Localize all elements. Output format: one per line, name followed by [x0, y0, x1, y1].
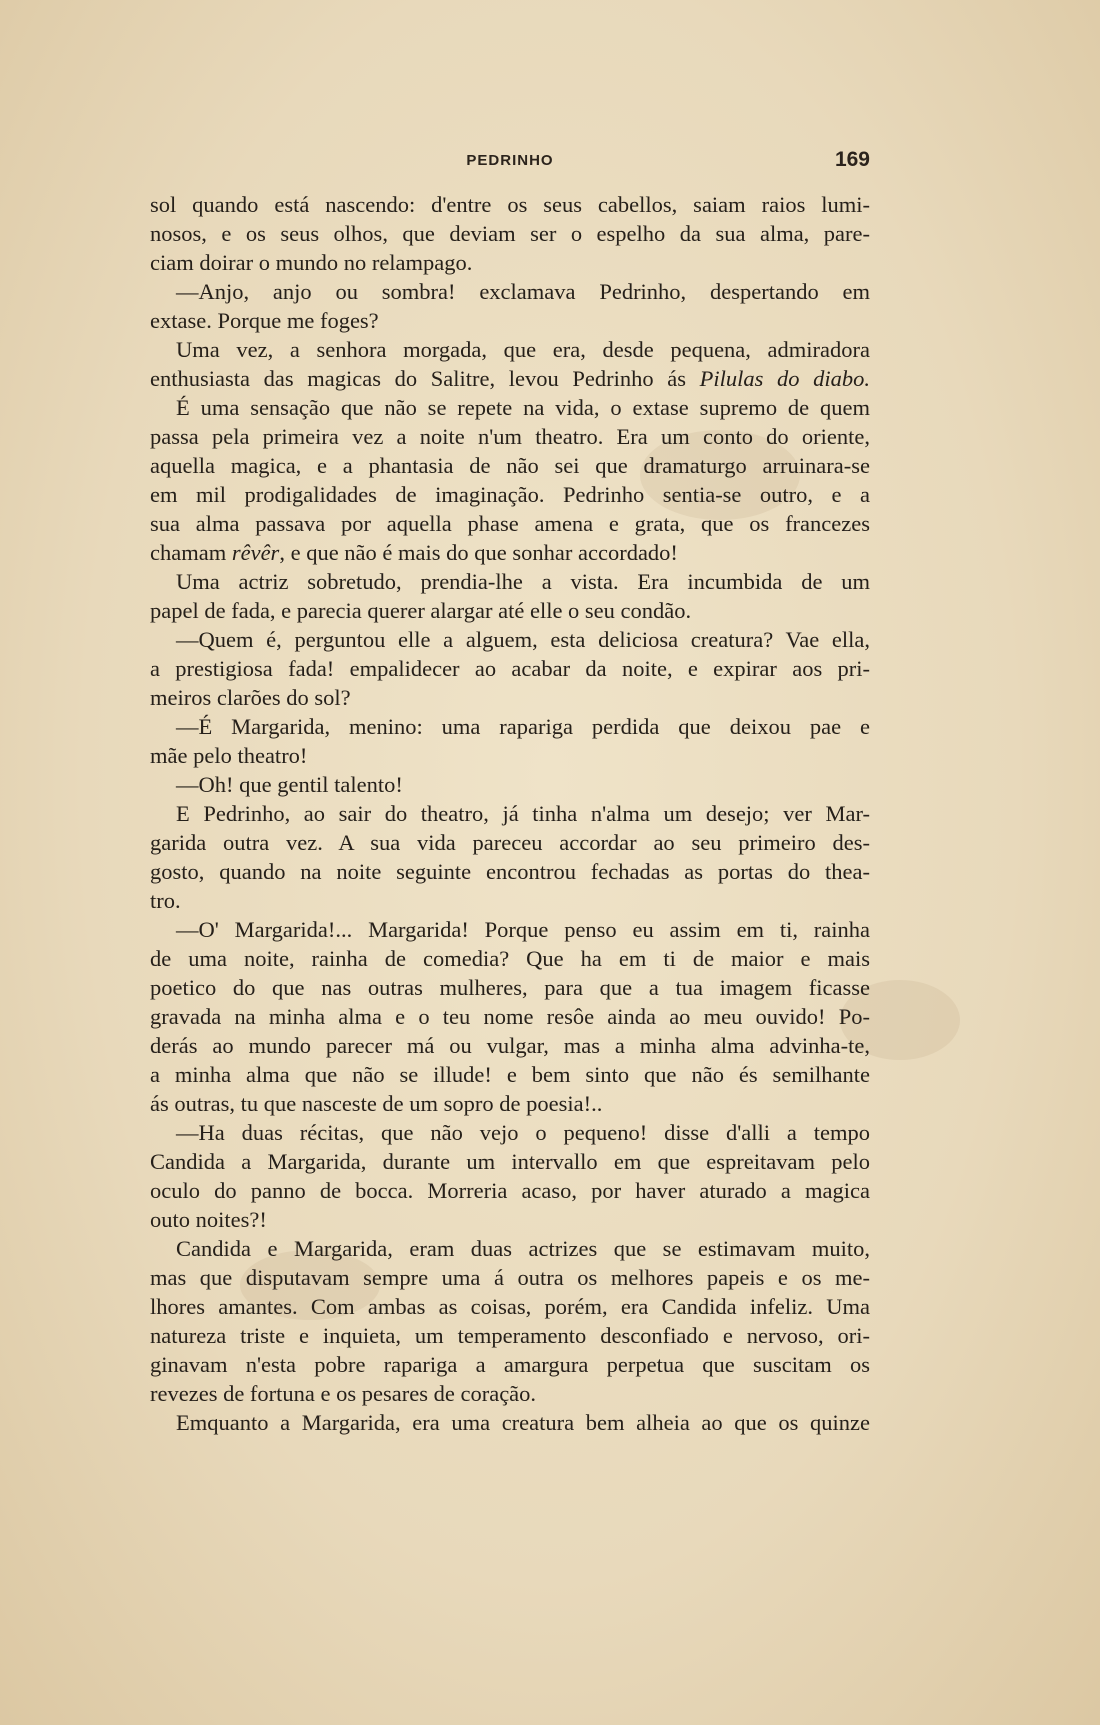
text-line: sol quando está nascendo: d'entre os seus cabellos, saiam raios lumi-: [150, 192, 870, 217]
body-text: [150, 190, 870, 1437]
text-line: [150, 538, 870, 567]
text-line: meiros clarões do sol?: [150, 685, 351, 710]
text-line: Uma vez, a senhora morgada, que era, desde pequena, admiradora: [176, 337, 870, 362]
text-line: revezes de fortuna e os pesares de coração.: [150, 1381, 537, 1406]
text-segment: chamam: [150, 540, 232, 565]
text-line: aquella magica, e a phantasia de não sei que dramaturgo arruinara-se: [150, 453, 870, 478]
italic-title: Pilulas do diabo.: [699, 366, 870, 391]
text-line: —O' Margarida!... Margarida! Porque penso eu assim em ti, rainha: [176, 917, 870, 942]
text-segment: enthusiasta das magicas do Salitre, levou Pedrinho ás: [150, 366, 700, 391]
text-line: ás outras, tu que nasceste de um sopro de poesia!..: [150, 1091, 603, 1116]
running-title: PEDRINHO: [466, 152, 554, 169]
text-line: —É Margarida, menino: uma rapariga perdida que deixou pae e: [176, 714, 870, 739]
text-line: Emquanto a Margarida, era uma creatura bem alheia ao que os quinze: [176, 1410, 870, 1435]
text-line: tro.: [150, 888, 181, 913]
text-line: oculo do panno de bocca. Morreria acaso, por haver aturado a magica: [150, 1178, 870, 1203]
text-line: outo noites?!: [150, 1207, 267, 1232]
text-line: Candida a Margarida, durante um intervallo em que espreitavam pelo: [150, 1149, 870, 1174]
text-line: a minha alma que não se illude! e bem sinto que não és semilhante: [150, 1062, 870, 1087]
text-line: extase. Porque me foges?: [150, 308, 379, 333]
text-line: gravada na minha alma e o teu nome resôe ainda ao meu ouvido! Po-: [150, 1004, 870, 1029]
text-line: —Oh! que gentil talento!: [176, 772, 403, 797]
page-number: 169: [834, 148, 870, 171]
text-line: É uma sensação que não se repete na vida, o extase supremo de quem: [176, 395, 870, 420]
text-line: ciam doirar o mundo no relampago.: [150, 250, 473, 275]
text-line: derás ao mundo parecer má ou vulgar, mas a minha alma advinha-te,: [150, 1033, 870, 1058]
text-line: papel de fada, e parecia querer alargar até elle o seu condão.: [150, 598, 692, 623]
text-line: mãe pelo theatro!: [150, 743, 308, 768]
text-line: Candida e Margarida, eram duas actrizes que se estimavam muito,: [176, 1236, 870, 1261]
text-line: natureza triste e inquieta, um temperamento desconfiado e nervoso, ori-: [150, 1323, 870, 1348]
text-line: sua alma passava por aquella phase amena e grata, que os francezes: [150, 511, 870, 536]
text-line: gosto, quando na noite seguinte encontrou fechadas as portas do thea-: [150, 859, 870, 884]
italic-word: rêvêr: [231, 540, 280, 565]
text-line: —Ha duas récitas, que não vejo o pequeno! disse d'alli a tempo: [176, 1120, 870, 1145]
text-line: mas que disputavam sempre uma á outra os melhores papeis e os me-: [150, 1265, 870, 1290]
page-header: [150, 148, 870, 176]
text-line: a prestigiosa fada! empalidecer ao acabar da noite, e expirar aos pri-: [150, 656, 870, 681]
text-line: passa pela primeira vez a noite n'um theatro. Era um conto do oriente,: [150, 424, 870, 449]
text-line: lhores amantes. Com ambas as coisas, porém, era Candida infeliz. Uma: [150, 1294, 870, 1319]
text-segment: , e que não é mais do que sonhar accordado!: [279, 540, 678, 565]
text-line: poetico do que nas outras mulheres, para que a tua imagem ficasse: [150, 975, 870, 1000]
text-line: nosos, e os seus olhos, que deviam ser o espelho da sua alma, pare-: [150, 221, 870, 246]
text-line: —Quem é, perguntou elle a alguem, esta deliciosa creatura? Vae ella,: [176, 627, 870, 652]
text-line: [150, 364, 870, 393]
text-line: garida outra vez. A sua vida pareceu accordar ao seu primeiro des-: [150, 830, 870, 855]
text-line: —Anjo, anjo ou sombra! exclamava Pedrinho, despertando em: [176, 279, 870, 304]
text-line: ginavam n'esta pobre rapariga a amargura perpetua que suscitam os: [150, 1352, 870, 1377]
text-line: Uma actriz sobretudo, prendia-lhe a vista. Era incumbida de um: [176, 569, 870, 594]
text-line: E Pedrinho, ao sair do theatro, já tinha n'alma um desejo; ver Mar-: [176, 801, 870, 826]
text-line: de uma noite, rainha de comedia? Que ha em ti de maior e mais: [150, 946, 870, 971]
text-line: em mil prodigalidades de imaginação. Pedrinho sentia-se outro, e a: [150, 482, 870, 507]
